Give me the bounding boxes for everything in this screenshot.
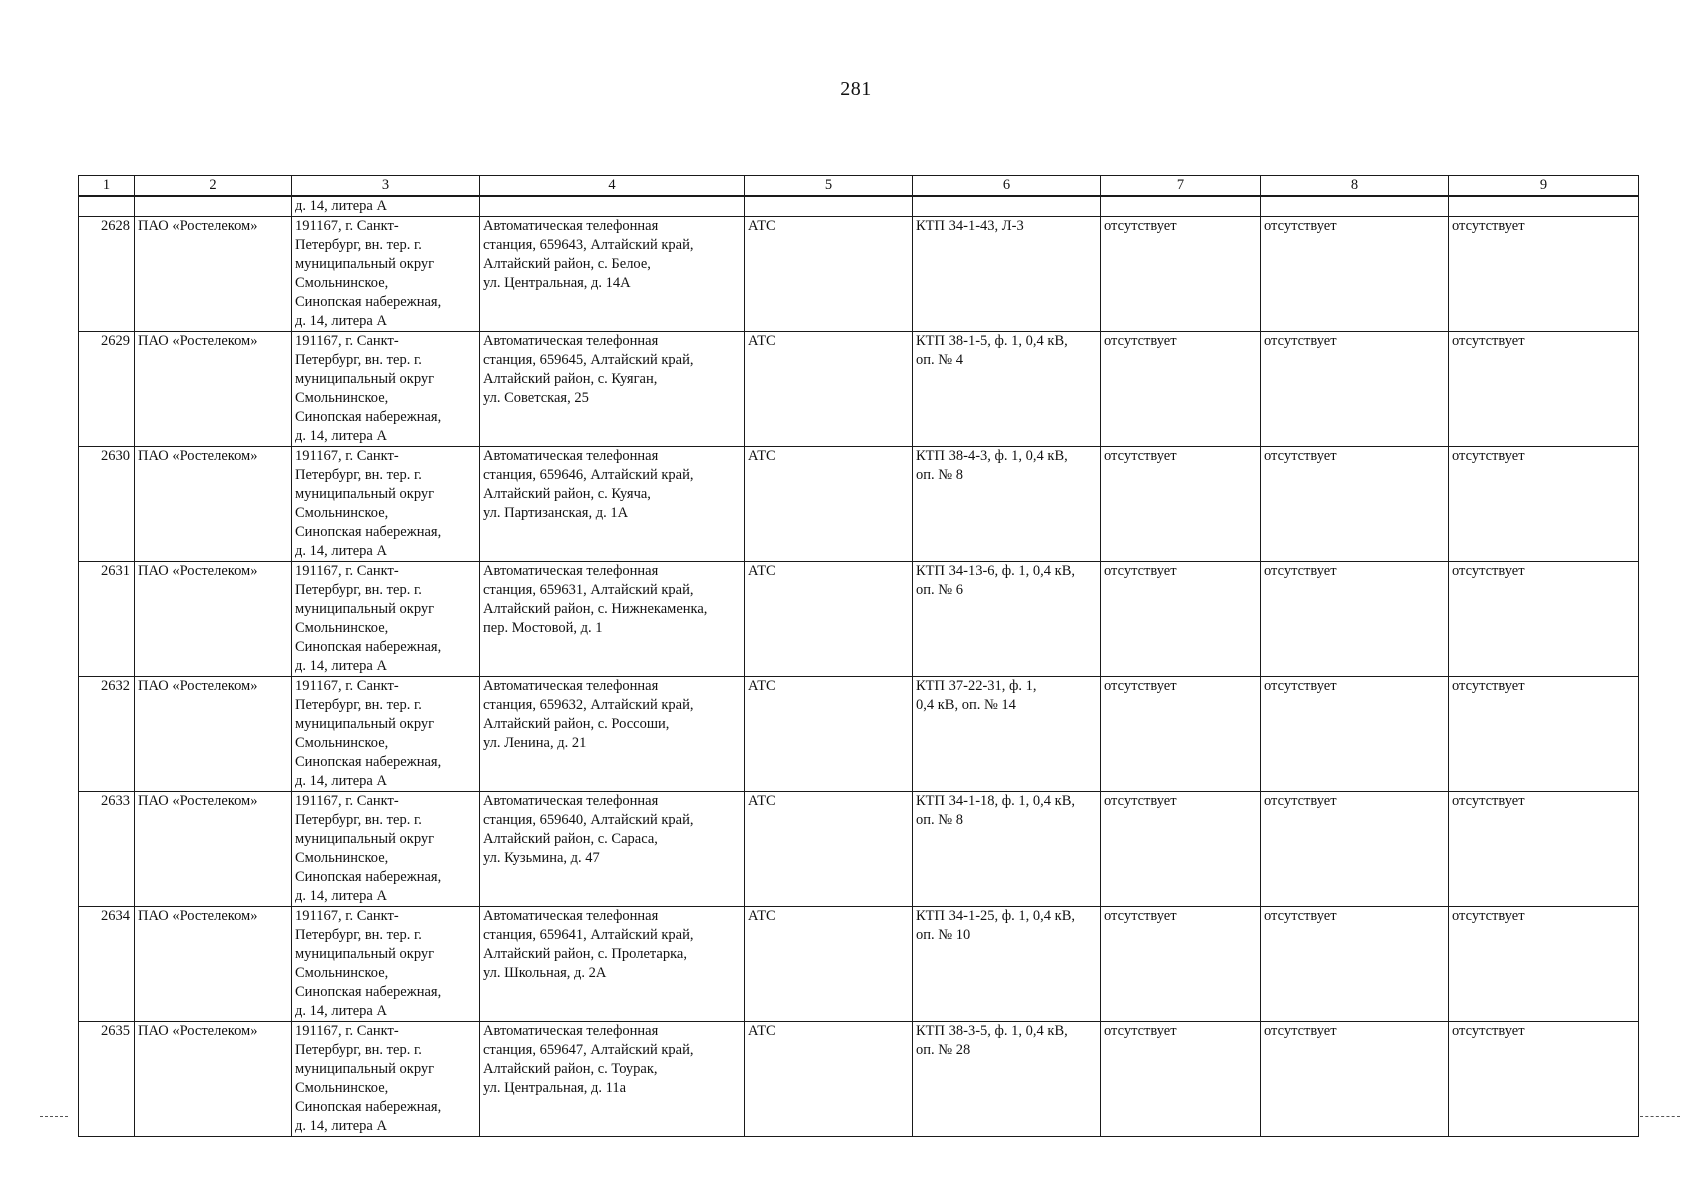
point-line: оп. № 4 (916, 352, 963, 368)
table-row (79, 907, 1639, 1022)
object-line: Алтайский район, с. Тоурак, (483, 1061, 658, 1077)
column-header: 6 (913, 176, 1101, 197)
cell-c8: отсутствует (1261, 907, 1449, 1022)
cell-c7: отсутствует (1101, 332, 1261, 447)
cell-org: ПАО «Ростелеком» (135, 907, 292, 1022)
cell-num: 2634 (79, 907, 135, 1022)
cell-c7: отсутствует (1101, 447, 1261, 562)
cell-c9: отсутствует (1449, 447, 1639, 562)
object-line: Алтайский район, с. Пролетарка, (483, 946, 687, 962)
object-line: станция, 659631, Алтайский край, (483, 582, 694, 598)
object-line: станция, 659643, Алтайский край, (483, 237, 694, 253)
cell-address (292, 332, 480, 447)
column-header: 8 (1261, 176, 1449, 197)
address-line: Смольнинское, (295, 505, 389, 521)
cell-address (292, 792, 480, 907)
table-row (79, 1022, 1639, 1137)
address-line: муниципальный округ (295, 716, 435, 732)
address-line: д. 14, литера А (295, 658, 387, 674)
cell-address (292, 1022, 480, 1137)
cell-type: АТС (745, 447, 913, 562)
object-line: станция, 659641, Алтайский край, (483, 927, 694, 943)
cell-c7: отсутствует (1101, 792, 1261, 907)
cell-num: 2631 (79, 562, 135, 677)
cell-c8: отсутствует (1261, 562, 1449, 677)
address-line: д. 14, литера А (295, 428, 387, 444)
address-line: д. 14, литера А (295, 543, 387, 559)
cell-c8: отсутствует (1261, 677, 1449, 792)
cell-num (79, 196, 135, 217)
cell-address (292, 907, 480, 1022)
address-line: Синопская набережная, (295, 409, 442, 425)
address-line: муниципальный округ (295, 946, 435, 962)
point-line: 0,4 кВ, оп. № 14 (916, 697, 1016, 713)
cell-c7: отсутствует (1101, 217, 1261, 332)
object-line: станция, 659645, Алтайский край, (483, 352, 694, 368)
table-row (79, 677, 1639, 792)
address-line: Смольнинское, (295, 390, 389, 406)
cell-num: 2632 (79, 677, 135, 792)
cell-object (480, 217, 745, 332)
cell-type: АТС (745, 907, 913, 1022)
cell-point (913, 332, 1101, 447)
point-line: КТП 34-1-18, ф. 1, 0,4 кВ, (916, 793, 1076, 809)
cell-type: АТС (745, 677, 913, 792)
object-line: Автоматическая телефонная (483, 448, 659, 464)
address-line: Синопская набережная, (295, 754, 442, 770)
address-line: Синопская набережная, (295, 1099, 442, 1115)
cell-c8: отсутствует (1261, 792, 1449, 907)
cell-c8: отсутствует (1261, 1022, 1449, 1137)
address-line: муниципальный округ (295, 486, 435, 502)
cell-c9: отсутствует (1449, 562, 1639, 677)
column-header: 7 (1101, 176, 1261, 197)
cell-address (292, 562, 480, 677)
cell-c9: отсутствует (1449, 677, 1639, 792)
object-line: Автоматическая телефонная (483, 908, 659, 924)
object-line: Алтайский район, с. Куяган, (483, 371, 658, 387)
cell-org: ПАО «Ростелеком» (135, 677, 292, 792)
address-line: муниципальный округ (295, 601, 435, 617)
object-line: ул. Ленина, д. 21 (483, 735, 587, 751)
cell-type: АТС (745, 1022, 913, 1137)
object-line: Алтайский район, с. Россоши, (483, 716, 670, 732)
point-line: КТП 37-22-31, ф. 1, (916, 678, 1037, 694)
cell-object (480, 1022, 745, 1137)
address-line: Синопская набережная, (295, 984, 442, 1000)
table-header (79, 176, 1639, 197)
object-line: ул. Кузьмина, д. 47 (483, 850, 600, 866)
cell-point (913, 792, 1101, 907)
table-row (79, 447, 1639, 562)
object-line: Алтайский район, с. Нижнекаменка, (483, 601, 708, 617)
cell-num: 2635 (79, 1022, 135, 1137)
address-line: муниципальный округ (295, 1061, 435, 1077)
cell-c7: отсутствует (1101, 562, 1261, 677)
cell-c9: отсутствует (1449, 907, 1639, 1022)
table-row (79, 217, 1639, 332)
address-line: д. 14, литера А (295, 1003, 387, 1019)
cell-object (480, 196, 745, 217)
address-line: Петербург, вн. тер. г. (295, 697, 422, 713)
cell-c7: отсутствует (1101, 907, 1261, 1022)
margin-mark-right (1640, 1116, 1680, 1117)
object-line: станция, 659646, Алтайский край, (483, 467, 694, 483)
cell-object (480, 562, 745, 677)
point-line: КТП 38-1-5, ф. 1, 0,4 кВ, (916, 333, 1068, 349)
point-line: КТП 38-4-3, ф. 1, 0,4 кВ, (916, 448, 1068, 464)
column-header: 5 (745, 176, 913, 197)
address-line: 191167, г. Санкт- (295, 448, 399, 464)
cell-address (292, 217, 480, 332)
address-line: 191167, г. Санкт- (295, 333, 399, 349)
address-line: д. 14, литера А (295, 198, 387, 214)
object-line: ул. Центральная, д. 14А (483, 275, 631, 291)
object-line: Автоматическая телефонная (483, 218, 659, 234)
address-line: Петербург, вн. тер. г. (295, 582, 422, 598)
address-line: д. 14, литера А (295, 888, 387, 904)
cell-num: 2630 (79, 447, 135, 562)
address-line: муниципальный округ (295, 371, 435, 387)
point-line: оп. № 8 (916, 812, 963, 828)
point-line: оп. № 28 (916, 1042, 971, 1058)
cell-address (292, 447, 480, 562)
cell-c8: отсутствует (1261, 217, 1449, 332)
address-line: 191167, г. Санкт- (295, 218, 399, 234)
address-line: 191167, г. Санкт- (295, 1023, 399, 1039)
cell-point (913, 447, 1101, 562)
registry-table (78, 175, 1639, 1137)
address-line: Петербург, вн. тер. г. (295, 467, 422, 483)
address-line: Синопская набережная, (295, 524, 442, 540)
table-row (79, 792, 1639, 907)
column-header: 1 (79, 176, 135, 197)
address-line: 191167, г. Санкт- (295, 793, 399, 809)
cell-point (913, 1022, 1101, 1137)
address-line: Смольнинское, (295, 735, 389, 751)
address-line: муниципальный округ (295, 831, 435, 847)
object-line: Алтайский район, с. Куяча, (483, 486, 651, 502)
cell-c9: отсутствует (1449, 792, 1639, 907)
cell-type (745, 196, 913, 217)
object-line: Автоматическая телефонная (483, 333, 659, 349)
cell-type: АТС (745, 332, 913, 447)
address-line: Петербург, вн. тер. г. (295, 237, 422, 253)
column-header: 2 (135, 176, 292, 197)
cell-point (913, 907, 1101, 1022)
cell-c7: отсутствует (1101, 677, 1261, 792)
address-line: 191167, г. Санкт- (295, 908, 399, 924)
cell-type: АТС (745, 562, 913, 677)
address-line: Смольнинское, (295, 965, 389, 981)
cell-object (480, 792, 745, 907)
table-body (79, 196, 1639, 1137)
cell-address (292, 196, 480, 217)
cell-org: ПАО «Ростелеком» (135, 332, 292, 447)
cell-c8 (1261, 196, 1449, 217)
address-line: Смольнинское, (295, 620, 389, 636)
address-line: д. 14, литера А (295, 313, 387, 329)
point-line: оп. № 8 (916, 467, 963, 483)
cell-num: 2629 (79, 332, 135, 447)
point-line: оп. № 6 (916, 582, 963, 598)
cell-point (913, 196, 1101, 217)
table-row (79, 332, 1639, 447)
cell-point (913, 562, 1101, 677)
address-line: Смольнинское, (295, 850, 389, 866)
cell-c7: отсутствует (1101, 1022, 1261, 1137)
point-line: КТП 34-13-6, ф. 1, 0,4 кВ, (916, 563, 1076, 579)
cell-org (135, 196, 292, 217)
address-line: муниципальный округ (295, 256, 435, 272)
cell-object (480, 332, 745, 447)
cell-org: ПАО «Ростелеком» (135, 562, 292, 677)
cell-object (480, 907, 745, 1022)
point-line: оп. № 10 (916, 927, 971, 943)
object-line: Автоматическая телефонная (483, 678, 659, 694)
object-line: ул. Школьная, д. 2А (483, 965, 607, 981)
address-line: Петербург, вн. тер. г. (295, 812, 422, 828)
address-line: д. 14, литера А (295, 1118, 387, 1134)
object-line: Автоматическая телефонная (483, 793, 659, 809)
column-header: 9 (1449, 176, 1639, 197)
cell-object (480, 677, 745, 792)
object-line: ул. Советская, 25 (483, 390, 589, 406)
cell-num: 2628 (79, 217, 135, 332)
cell-c7 (1101, 196, 1261, 217)
cell-num: 2633 (79, 792, 135, 907)
address-line: Петербург, вн. тер. г. (295, 1042, 422, 1058)
object-line: Автоматическая телефонная (483, 563, 659, 579)
continuation-row (79, 196, 1639, 217)
cell-object (480, 447, 745, 562)
object-line: Алтайский район, с. Сараса, (483, 831, 658, 847)
cell-c9: отсутствует (1449, 217, 1639, 332)
object-line: Алтайский район, с. Белое, (483, 256, 651, 272)
cell-address (292, 677, 480, 792)
cell-point (913, 677, 1101, 792)
cell-type: АТС (745, 217, 913, 332)
cell-c8: отсутствует (1261, 332, 1449, 447)
cell-c9 (1449, 196, 1639, 217)
point-line: КТП 34-1-43, Л-3 (916, 218, 1024, 234)
cell-point (913, 217, 1101, 332)
object-line: станция, 659647, Алтайский край, (483, 1042, 694, 1058)
address-line: Синопская набережная, (295, 639, 442, 655)
margin-mark-left (40, 1116, 68, 1117)
point-line: КТП 38-3-5, ф. 1, 0,4 кВ, (916, 1023, 1068, 1039)
cell-c9: отсутствует (1449, 1022, 1639, 1137)
address-line: 191167, г. Санкт- (295, 563, 399, 579)
object-line: ул. Центральная, д. 11а (483, 1080, 627, 1096)
address-line: д. 14, литера А (295, 773, 387, 789)
object-line: станция, 659632, Алтайский край, (483, 697, 694, 713)
cell-org: ПАО «Ростелеком» (135, 447, 292, 562)
page-number: 281 (840, 78, 872, 100)
column-header: 4 (480, 176, 745, 197)
object-line: пер. Мостовой, д. 1 (483, 620, 603, 636)
address-line: Петербург, вн. тер. г. (295, 352, 422, 368)
object-line: ул. Партизанская, д. 1А (483, 505, 629, 521)
object-line: станция, 659640, Алтайский край, (483, 812, 694, 828)
cell-c9: отсутствует (1449, 332, 1639, 447)
address-line: Петербург, вн. тер. г. (295, 927, 422, 943)
address-line: Синопская набережная, (295, 869, 442, 885)
table-row (79, 562, 1639, 677)
address-line: Синопская набережная, (295, 294, 442, 310)
cell-c8: отсутствует (1261, 447, 1449, 562)
cell-type: АТС (745, 792, 913, 907)
address-line: Смольнинское, (295, 275, 389, 291)
cell-org: ПАО «Ростелеком» (135, 792, 292, 907)
column-header: 3 (292, 176, 480, 197)
cell-org: ПАО «Ростелеком» (135, 217, 292, 332)
address-line: 191167, г. Санкт- (295, 678, 399, 694)
address-line: Смольнинское, (295, 1080, 389, 1096)
object-line: Автоматическая телефонная (483, 1023, 659, 1039)
point-line: КТП 34-1-25, ф. 1, 0,4 кВ, (916, 908, 1076, 924)
header-row (79, 176, 1639, 197)
cell-org: ПАО «Ростелеком» (135, 1022, 292, 1137)
